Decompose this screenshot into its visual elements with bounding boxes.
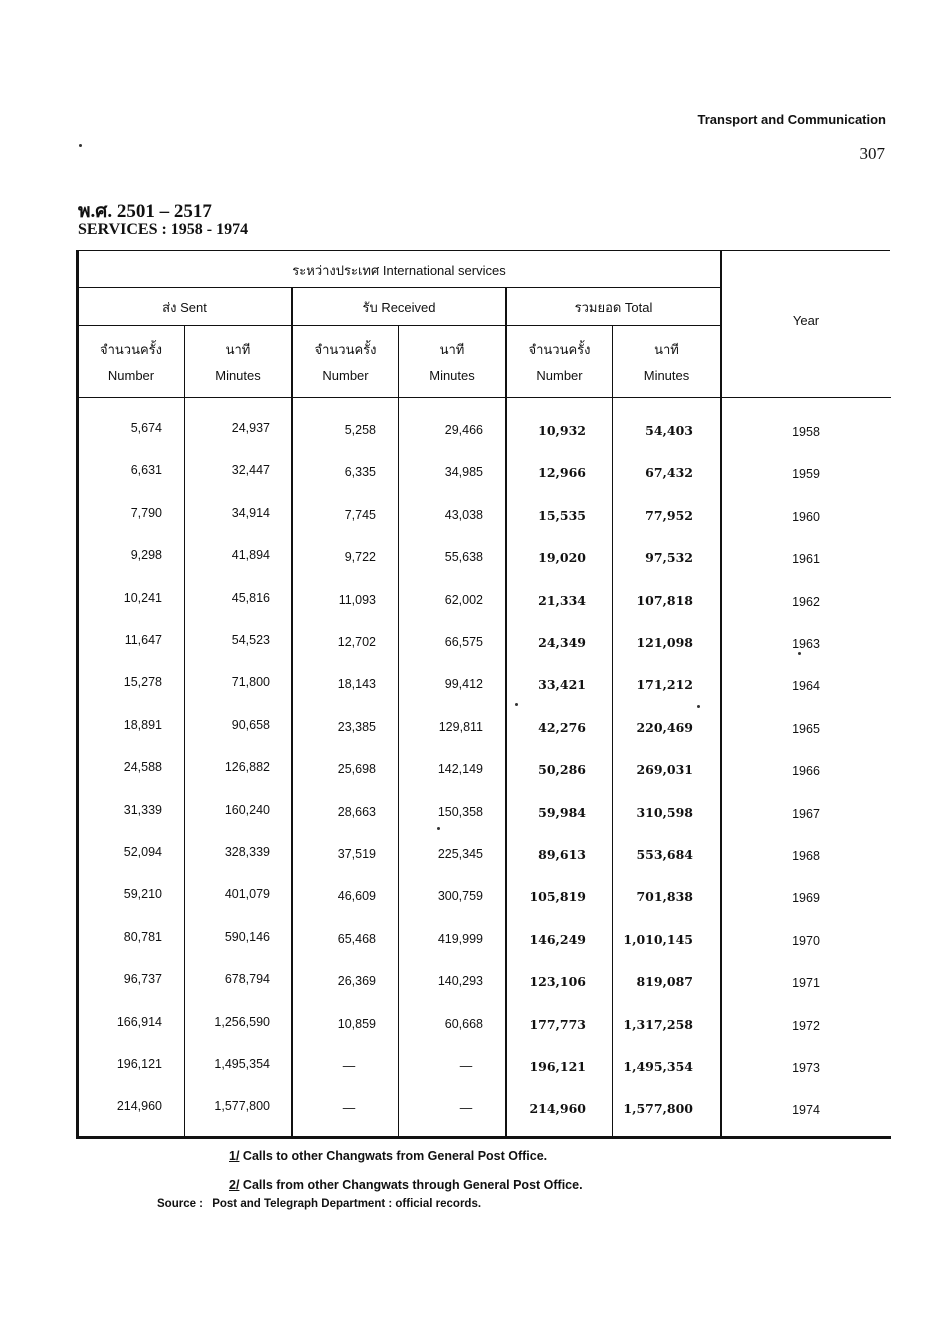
column-header-english-1: Number (107, 368, 155, 383)
source-text: Post and Telegraph Department : official records. (212, 1198, 482, 1210)
cell-sent-number: 52,094 (123, 845, 162, 859)
cell-total-number: 42,276 (538, 719, 586, 735)
cell-received-minutes: — (459, 1059, 473, 1073)
cell-total-minutes: 310,598 (636, 804, 693, 820)
footnote-1-marker: 1/ (229, 1149, 240, 1163)
cell-year: 1969 (792, 891, 820, 906)
column-header-thai-3: จำนวนครั้ง (314, 342, 377, 357)
cell-total-number: 24,349 (538, 635, 586, 650)
cell-sent-number: 5,674 (130, 421, 162, 435)
cell-sent-minutes: 41,894 (231, 548, 270, 563)
cell-received-number: 18,143 (337, 677, 376, 692)
footnote-1-text: Calls to other Changwats from General Post Office. (242, 1149, 548, 1163)
footnote-2-text: Calls from other Changwats through General Post Office. (242, 1178, 583, 1192)
cell-sent-number: 214,960 (116, 1099, 162, 1114)
cell-received-number: 10,859 (337, 1016, 376, 1031)
cell-sent-minutes: 328,339 (224, 845, 270, 859)
cell-received-minutes: 140,293 (437, 974, 483, 989)
cell-year: 1962 (792, 594, 820, 609)
cell-received-number: 28,663 (337, 804, 376, 819)
cell-received-minutes: 225,345 (437, 847, 483, 861)
scan-speck (798, 652, 801, 655)
footnote-2-marker: 2/ (229, 1178, 240, 1192)
cell-total-number: 15,535 (538, 507, 586, 523)
cell-year: 1963 (792, 637, 820, 651)
scan-speck (697, 705, 700, 708)
cell-year: 1965 (792, 721, 820, 736)
cell-total-minutes: 1,010,145 (623, 931, 693, 947)
cell-received-number: 7,745 (344, 507, 376, 522)
cell-received-minutes: 150,358 (437, 804, 483, 819)
cell-year: 1970 (792, 933, 820, 948)
cell-total-minutes: 107,818 (636, 592, 693, 608)
cell-received-number: — (342, 1059, 356, 1073)
cell-total-minutes: 77,952 (645, 507, 693, 523)
cell-sent-minutes: 678,794 (224, 972, 270, 987)
cell-received-number: 6,335 (344, 465, 376, 480)
cell-total-number: 196,121 (529, 1059, 586, 1074)
cell-sent-minutes: 45,816 (231, 590, 270, 605)
table-title-thai: พ.ศ. 2501 – 2517 (78, 201, 212, 222)
cell-received-number: 26,369 (337, 974, 376, 989)
cell-year: 1968 (792, 849, 820, 863)
cell-sent-minutes: 126,882 (224, 760, 270, 775)
cell-total-minutes: 54,403 (645, 423, 693, 438)
cell-received-number: 65,468 (337, 931, 376, 946)
column-header-thai-2: นาที (225, 342, 251, 357)
cell-total-number: 33,421 (538, 677, 586, 693)
cell-total-number: 105,819 (529, 889, 586, 905)
cell-year: 1964 (792, 679, 820, 694)
table-top-border-right (722, 250, 890, 251)
column-header-thai-6: นาที (654, 342, 679, 357)
cell-total-number: 19,020 (538, 550, 586, 566)
cell-total-number: 177,773 (529, 1016, 586, 1032)
column-header-english-5: Number (536, 368, 583, 383)
cell-total-minutes: 553,684 (636, 847, 693, 862)
cell-total-number: 59,984 (538, 804, 586, 820)
cell-year: 1967 (792, 806, 820, 821)
cell-sent-number: 9,298 (130, 548, 162, 563)
cell-year: 1961 (792, 552, 820, 567)
cell-total-number: 10,932 (538, 423, 586, 438)
table-title-english: SERVICES : 1958 - 1974 (78, 221, 249, 238)
table-top-border (76, 250, 720, 251)
cell-year: 1974 (792, 1103, 820, 1118)
cell-sent-minutes: 24,937 (231, 421, 270, 435)
cell-total-number: 12,966 (538, 465, 586, 481)
cell-sent-number: 18,891 (123, 717, 162, 732)
cell-year: 1958 (792, 425, 820, 439)
cell-received-minutes: 34,985 (444, 465, 483, 480)
cell-sent-minutes: 1,256,590 (214, 1014, 270, 1029)
cell-total-number: 123,106 (529, 974, 586, 990)
cell-received-number: 25,698 (337, 762, 376, 777)
cell-year: 1971 (792, 976, 820, 991)
cell-received-minutes: 62,002 (444, 592, 483, 607)
group-header-rule (78, 287, 720, 288)
cell-sent-minutes: 1,577,800 (214, 1099, 270, 1114)
subgroup-header-rule (78, 325, 720, 326)
cell-year: 1960 (792, 509, 820, 524)
cell-year: 1972 (792, 1018, 820, 1033)
cell-sent-number: 10,241 (123, 590, 162, 605)
cell-total-number: 146,249 (529, 931, 586, 947)
cell-received-minutes: 419,999 (437, 931, 483, 946)
group-header-international: ระหว่างประเทศ International services (292, 263, 506, 278)
scan-speck (437, 827, 440, 830)
cell-received-number: 11,093 (338, 592, 376, 607)
column-header-english-2: Minutes (215, 368, 261, 383)
cell-received-number: — (342, 1101, 356, 1116)
cell-total-number: 214,960 (529, 1101, 586, 1117)
cell-sent-number: 196,121 (116, 1057, 162, 1071)
column-divider-4 (505, 287, 507, 1136)
cell-sent-number: 24,588 (123, 760, 162, 775)
cell-received-minutes: 129,811 (438, 719, 483, 734)
cell-received-minutes: 66,575 (444, 635, 483, 649)
cell-year: 1966 (792, 764, 820, 779)
table-left-border (76, 250, 79, 1138)
cell-received-minutes: 55,638 (444, 550, 483, 565)
column-divider-2 (291, 287, 293, 1136)
cell-received-number: 9,722 (344, 550, 376, 565)
footnote-2 (229, 1178, 583, 1192)
cell-received-number: 5,258 (344, 423, 376, 437)
column-header-thai-4: นาที (439, 342, 465, 357)
subgroup-header-total: รวมยอด Total (574, 300, 653, 315)
cell-received-minutes: 142,149 (437, 762, 483, 777)
cell-sent-number: 11,647 (124, 633, 162, 647)
footnote-1 (229, 1149, 547, 1163)
source-note (157, 1198, 481, 1210)
cell-sent-number: 166,914 (116, 1014, 162, 1029)
column-header-thai-5: จำนวนครั้ง (528, 342, 591, 357)
cell-sent-minutes: 1,495,354 (214, 1057, 270, 1071)
column-header-english-6: Minutes (643, 368, 690, 383)
cell-sent-minutes: 590,146 (224, 929, 270, 944)
cell-received-minutes: 60,668 (444, 1016, 483, 1031)
cell-sent-number: 80,781 (123, 929, 162, 944)
cell-year: 1959 (792, 467, 820, 482)
cell-total-minutes: 1,317,258 (623, 1016, 693, 1032)
cell-sent-minutes: 160,240 (224, 802, 270, 817)
subgroup-header-received: รับ Received (362, 300, 436, 315)
cell-sent-number: 15,278 (123, 675, 162, 690)
cell-received-number: 12,702 (337, 635, 376, 649)
column-header-english-4: Minutes (429, 368, 475, 383)
section-title: Transport and Communication (697, 112, 886, 127)
scan-speck (79, 144, 82, 147)
subgroup-header-sent: ส่ง Sent (162, 300, 207, 315)
cell-total-minutes: 701,838 (636, 889, 693, 905)
cell-total-minutes: 97,532 (645, 550, 693, 566)
cell-total-number: 89,613 (538, 847, 586, 862)
cell-total-minutes: 269,031 (636, 762, 693, 778)
cell-sent-number: 6,631 (130, 463, 162, 478)
page-number: 307 (859, 144, 885, 163)
column-header-english-3: Number (322, 368, 369, 383)
cell-total-number: 50,286 (538, 762, 586, 778)
cell-sent-minutes: 401,079 (224, 887, 270, 902)
cell-sent-minutes: 71,800 (231, 675, 270, 690)
cell-sent-minutes: 54,523 (231, 633, 270, 647)
cell-total-minutes: 1,577,800 (623, 1101, 693, 1117)
source-label: Source : (157, 1198, 204, 1210)
column-header-thai-1: จำนวนครั้ง (99, 342, 163, 357)
scan-speck (515, 703, 518, 706)
cell-sent-minutes: 34,914 (231, 505, 270, 520)
cell-total-minutes: 220,469 (636, 719, 693, 735)
cell-year: 1973 (792, 1061, 820, 1075)
cell-total-number: 21,334 (538, 592, 586, 608)
cell-sent-number: 7,790 (130, 505, 162, 520)
cell-received-number: 46,609 (337, 889, 376, 904)
cell-total-minutes: 171,212 (636, 677, 693, 693)
cell-received-minutes: 43,038 (444, 507, 483, 522)
cell-received-minutes: — (459, 1101, 473, 1116)
cell-sent-number: 96,737 (123, 972, 162, 987)
cell-sent-number: 31,339 (123, 802, 162, 817)
cell-total-minutes: 67,432 (645, 465, 693, 481)
cell-received-minutes: 99,412 (444, 677, 483, 692)
cell-total-minutes: 819,087 (636, 974, 693, 990)
column-header-rule (78, 397, 891, 398)
cell-received-number: 37,519 (337, 847, 376, 861)
year-header: Year (792, 313, 820, 328)
cell-sent-minutes: 32,447 (231, 463, 270, 478)
cell-total-minutes: 121,098 (636, 635, 693, 650)
cell-received-minutes: 29,466 (444, 423, 483, 437)
cell-received-minutes: 300,759 (437, 889, 483, 904)
cell-total-minutes: 1,495,354 (623, 1059, 693, 1074)
cell-sent-number: 59,210 (123, 887, 162, 902)
cell-received-number: 23,385 (337, 719, 376, 734)
cell-sent-minutes: 90,658 (231, 717, 270, 732)
table-bottom-border (76, 1136, 891, 1139)
